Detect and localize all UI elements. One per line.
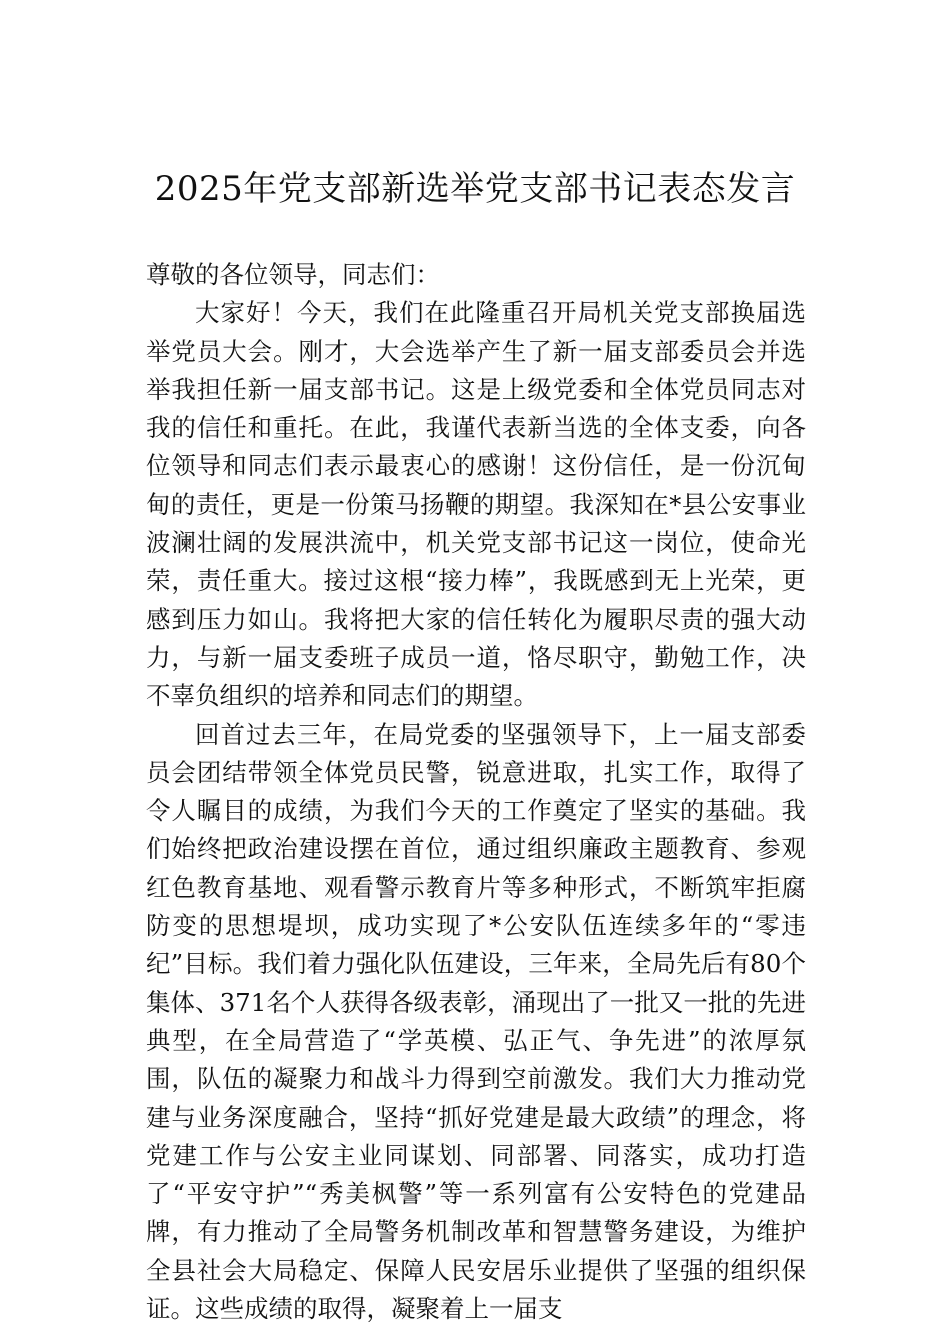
paragraph-1: 大家好！今天，我们在此隆重召开局机关党支部换届选举党员大会。刚才，大会选举产生了新一届支部委员会并选举我担任新一届支部书记。这是上级党委和全体党员同志对我的信任和重托。在此，我谨代表新当选的全体支委，向各位领导和同志们表示最衷心的感谢！这份信任，是一份沉甸甸的责任，更是一份策马扬鞭的期望。我深知在*县公安事业波澜壮阔的发展洪流中，机关党支部书记这一岗位，使命光荣，责任重大。接过这根“接力棒”，我既感到无上光荣，更感到压力如山。我将把大家的信任转化为履职尽责的强大动力，与新一届支委班子成员一道，恪尽职守，勤勉工作，决不辜负组织的培养和同志们的期望。 <box>146 298 806 711</box>
document-title: 2025年党支部新选举党支部书记表态发言 <box>154 169 796 209</box>
paragraph-2: 回首过去三年，在局党委的坚强领导下，上一届支部委员会团结带领全体党员民警，锐意进取，扎实工作，取得了令人瞩目的成绩，为我们今天的工作奠定了坚实的基础。我们始终把政治建设摆在首位，通过组织廉政主题教育、参观红色教育基地、观看警示教育片等多种形式，不断筑牢拒腐防变的思想堤坝，成功实现了*公安队伍连续多年的“零违纪”目标。我们着力强化队伍建设，三年来，全局先后有80个集体、371名个人获得各级表彰，涌现出了一批又一批的先进典型，在全局营造了“学英模、弘正气、争先进”的浓厚氛围，队伍的凝聚力和战斗力得到空前激发。我们大力推动党建与业务深度融合，坚持“抓好党建是最大政绩”的理念，将党建工作与公安主业同谋划、同部署、同落实，成功打造了“平安守护”“秀美枫警”等一系列富有公安特色的党建品牌，有力推动了全局警务机制改革和智慧警务建设，为维护全县社会大局稳定、保障人民安居乐业提供了坚强的组织保证。这些成绩的取得，凝聚着上一届支 <box>146 719 806 1324</box>
salutation: 尊敬的各位领导，同志们： <box>146 260 440 289</box>
document-body <box>146 256 806 1328</box>
